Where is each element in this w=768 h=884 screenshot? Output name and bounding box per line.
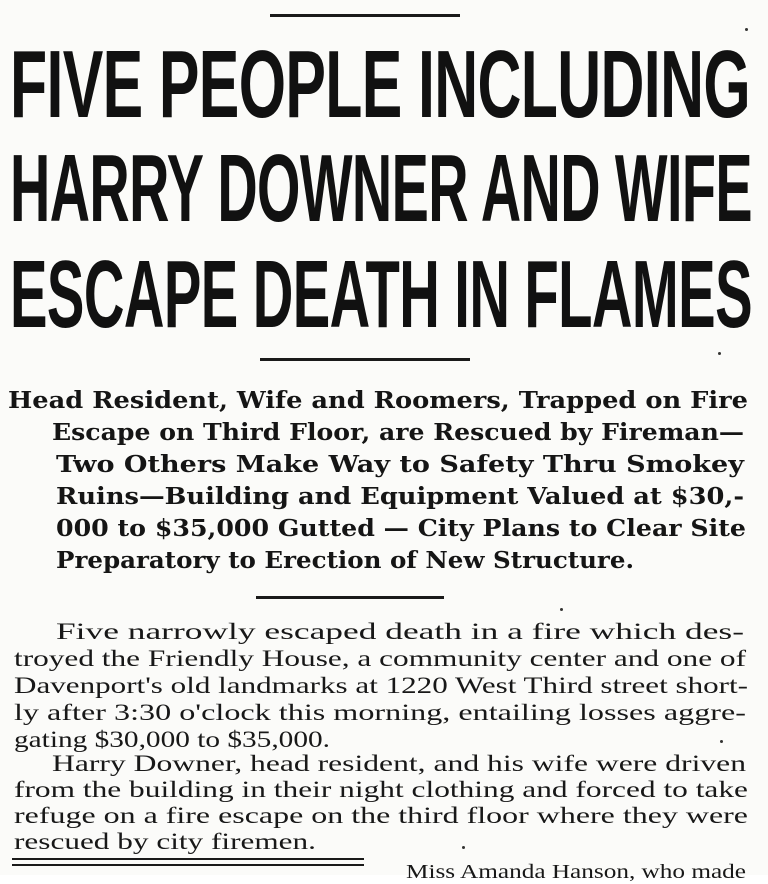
deck-line-2: Escape on Third Floor, are Rescued by Fireman— bbox=[52, 419, 745, 446]
deck-line-5: 000 to $35,000 Gutted — City Plans to Clear Site bbox=[56, 515, 747, 542]
headline-line-3: ESCAPE DEATH IN FLAMES bbox=[10, 248, 752, 342]
headline-line-1: FIVE PEOPLE INCLUDING bbox=[10, 38, 750, 132]
body-line-7: from the building in their night clothing and forced to take bbox=[14, 777, 748, 802]
headline-rule bbox=[260, 358, 470, 361]
top-rule bbox=[270, 14, 460, 17]
deck-line-6: Preparatory to Erection of New Structure. bbox=[56, 547, 634, 574]
deck-line-3: Two Others Make Way to Safety Thru Smokey bbox=[56, 451, 744, 478]
deck-rule bbox=[256, 596, 444, 599]
body-line-6: Harry Downer, head resident, and his wife were driven bbox=[52, 751, 746, 776]
bottom-rule-lower bbox=[12, 864, 364, 866]
body-line-5: gating $30,000 to $35,000. bbox=[14, 727, 330, 752]
print-speck bbox=[720, 740, 723, 743]
body-line-2: troyed the Friendly House, a community center and one of bbox=[14, 646, 746, 671]
print-speck bbox=[462, 846, 465, 849]
body-line-4: ly after 3:30 o'clock this morning, entailing losses aggre- bbox=[14, 700, 746, 725]
deck-line-4: Ruins—Building and Equipment Valued at $30,- bbox=[56, 483, 744, 510]
body-line-8: refuge on a fire escape on the third floor where they were bbox=[14, 803, 748, 828]
print-speck bbox=[718, 352, 721, 355]
body-line-9: rescued by city firemen. bbox=[14, 829, 316, 854]
bottom-rule-upper bbox=[12, 858, 364, 860]
print-speck bbox=[745, 28, 748, 31]
print-speck bbox=[560, 608, 563, 611]
deck-line-1: Head Resident, Wife and Roomers, Trapped on Fire bbox=[8, 387, 748, 414]
headline-line-2: HARRY DOWNER AND WIFE bbox=[10, 142, 752, 236]
body-line-1: Five narrowly escaped death in a fire which des- bbox=[56, 619, 744, 644]
next-column-fragment: Miss Amanda Hanson, who made bbox=[406, 861, 746, 883]
body-line-3: Davenport's old landmarks at 1220 West Third street short- bbox=[14, 673, 748, 698]
